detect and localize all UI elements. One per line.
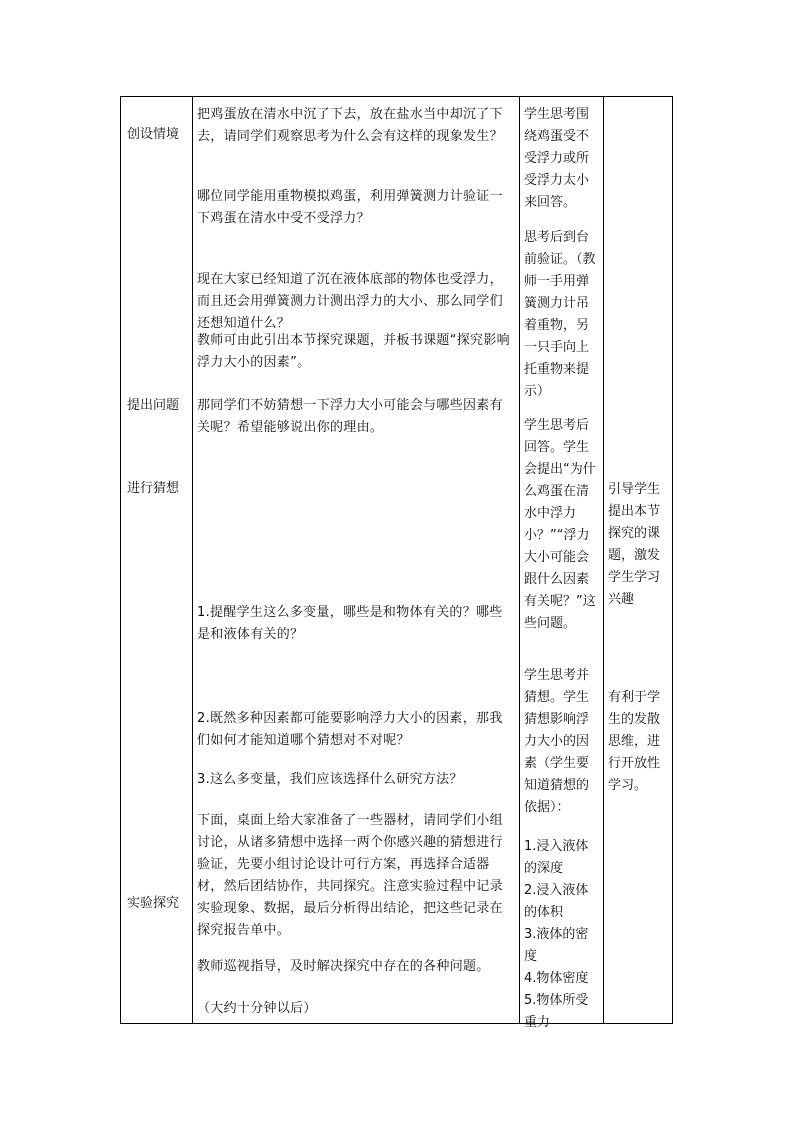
teacher-paragraph: 那同学们不妨猜想一下浮力大小可能会与哪些因素有关呢？希望能够说出你的理由。 bbox=[197, 398, 503, 435]
column-divider bbox=[603, 97, 604, 1023]
design-intent: 引导学生提出本节探究的课题，激发学生学习兴趣 bbox=[608, 482, 661, 607]
teacher-paragraph: 教师巡视指导，及时解决探究中存在的各种问题。 bbox=[197, 959, 490, 974]
hypothesis-item: 4.物体密度 bbox=[524, 971, 589, 986]
stage-label-scenario: 创设情境 bbox=[127, 127, 180, 142]
column-divider bbox=[519, 97, 520, 1023]
teacher-paragraph: 现在大家已经知道了沉在液体底部的物体也受浮力，而且还会用弹簧测力计测出浮力的大小、那么同学们还想知道什么？ bbox=[197, 272, 503, 331]
stage-label-question: 提出问题 bbox=[127, 398, 180, 413]
lesson-plan-table bbox=[120, 96, 673, 1030]
teacher-paragraph: 3.这么多变量，我们应该选择什么研究方法？ bbox=[197, 772, 463, 787]
hypothesis-item: 2.浸入液体的体积 bbox=[524, 883, 589, 920]
hypothesis-item: 5.物体所受重力 bbox=[524, 993, 589, 1030]
design-intent: 有利于学生的发散思维，进行开放性学习。 bbox=[608, 690, 661, 793]
teacher-paragraph: 把鸡蛋放在清水中沉了下去，放在盐水当中却沉了下去，请同学们观察思考为什么会有这样的现象发生？ bbox=[197, 107, 503, 144]
stage-label-hypothesis: 进行猜想 bbox=[127, 481, 180, 496]
hypothesis-item: 3.液体的密度 bbox=[524, 927, 589, 964]
hypothesis-item: 1.浸入液体的深度 bbox=[524, 839, 589, 876]
teacher-paragraph: 下面，桌面上给大家准备了一些器材，请同学们小组讨论，从诸多猜想中选择一两个你感兴趣的猜想进行验证，先要小组讨论设计可行方案，再选择合适器材，然后团结协作，共同探究。注意实验过程中记录实验现象、数据，最后分析得出结论，把这些记录在探究报告单中。 bbox=[197, 813, 503, 938]
student-paragraph: 学生思考并猜想。学生猜想影响浮力大小的因素（学生要知道猜想的依据）： bbox=[524, 668, 590, 815]
teacher-paragraph: 哪位同学能用重物模拟鸡蛋，利用弹簧测力计验证一下鸡蛋在清水中受不受浮力？ bbox=[197, 189, 503, 226]
teacher-paragraph: （大约十分钟以后） bbox=[197, 1001, 317, 1016]
student-paragraph: 学生思考后回答。学生会提出“为什么鸡蛋在清水中浮力小？”“浮力大小可能会跟什么因素有关呢？”这些问题。 bbox=[524, 418, 596, 631]
teacher-paragraph: 1.提醒学生这么多变量，哪些是和物体有关的？哪些是和液体有关的？ bbox=[197, 605, 503, 642]
student-paragraph: 学生思考围绕鸡蛋受不受浮力或所受浮力太小来回答。 bbox=[524, 107, 590, 210]
teacher-paragraph: 教师可由此引出本节探究课题，并板书课题“探究影响浮力大小的因素”。 bbox=[197, 333, 510, 370]
stage-label-experiment: 实验探究 bbox=[127, 896, 180, 911]
student-paragraph: 思考后到台前验证。（教师一手用弹簧测力计吊着重物，另一只手向上托重物来提示） bbox=[524, 230, 596, 399]
teacher-paragraph: 2.既然多种因素都可能要影响浮力大小的因素，那我们如何才能知道哪个猜想对不对呢？ bbox=[197, 711, 503, 748]
column-divider bbox=[192, 97, 193, 1023]
